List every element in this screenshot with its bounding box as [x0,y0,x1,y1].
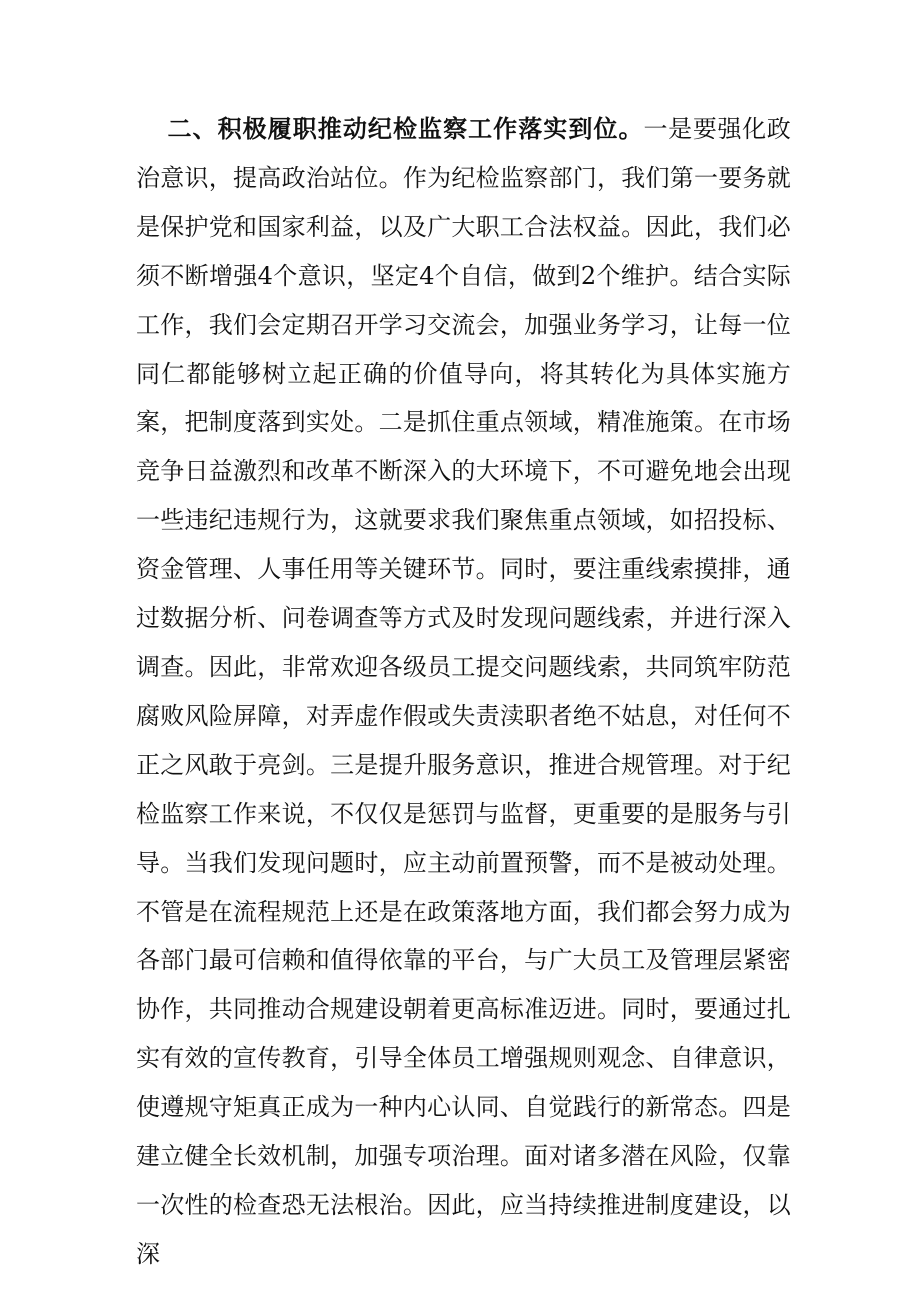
body-paragraph [136,105,791,1279]
section-heading: 二、积极履职推动纪检监察工作落实到位。 [167,114,644,143]
paragraph-body: 一是要强化政治意识，提高政治站位。作为纪检监察部门，我们第一要务就是保护党和国家利益，以及广大职工合法权益。因此，我们必须不断增强4个意识，坚定4个自信，做到2个维护。结合实际工作，我们会定期召开学习交流会，加强业务学习，让每一位同仁都能够树立起正确的价值导向，将其转化为具体实施方案，把制度落到实处。二是抓住重点领域，精准施策。在市场竞争日益激烈和改革不断深入的大环境下，不可避免地会出现一些违纪违规行为，这就要求我们聚焦重点领域，如招投标、资金管理、人事任用等关键环节。同时，要注重线索摸排，通过数据分析、问卷调查等方式及时发现问题线索，并进行深入调查。因此，非常欢迎各级员工提交问题线索，共同筑牢防范腐败风险屏障，对弄虚作假或失责渎职者绝不姑息，对任何不正之风敢于亮剑。三是提升服务意识，推进合规管理。对于纪检监察工作来说，不仅仅是惩罚与监督，更重要的是服务与引导。当我们发现问题时，应主动前置预警，而不是被动处理。不管是在流程规范上还是在政策落地方面，我们都会努力成为各部门最可信赖和值得依靠的平台，与广大员工及管理层紧密协作，共同推动合规建设朝着更高标准迈进。同时，要通过扎实有效的宣传教育，引导全体员工增强规则观念、自律意识，使遵规守矩真正成为一种内心认同、自觉践行的新常态。四是建立健全长效机制，加强专项治理。面对诸多潜在风险，仅靠一次性的检查恐无法根治。因此，应当持续推进制度建设，以深 [136,115,791,1268]
